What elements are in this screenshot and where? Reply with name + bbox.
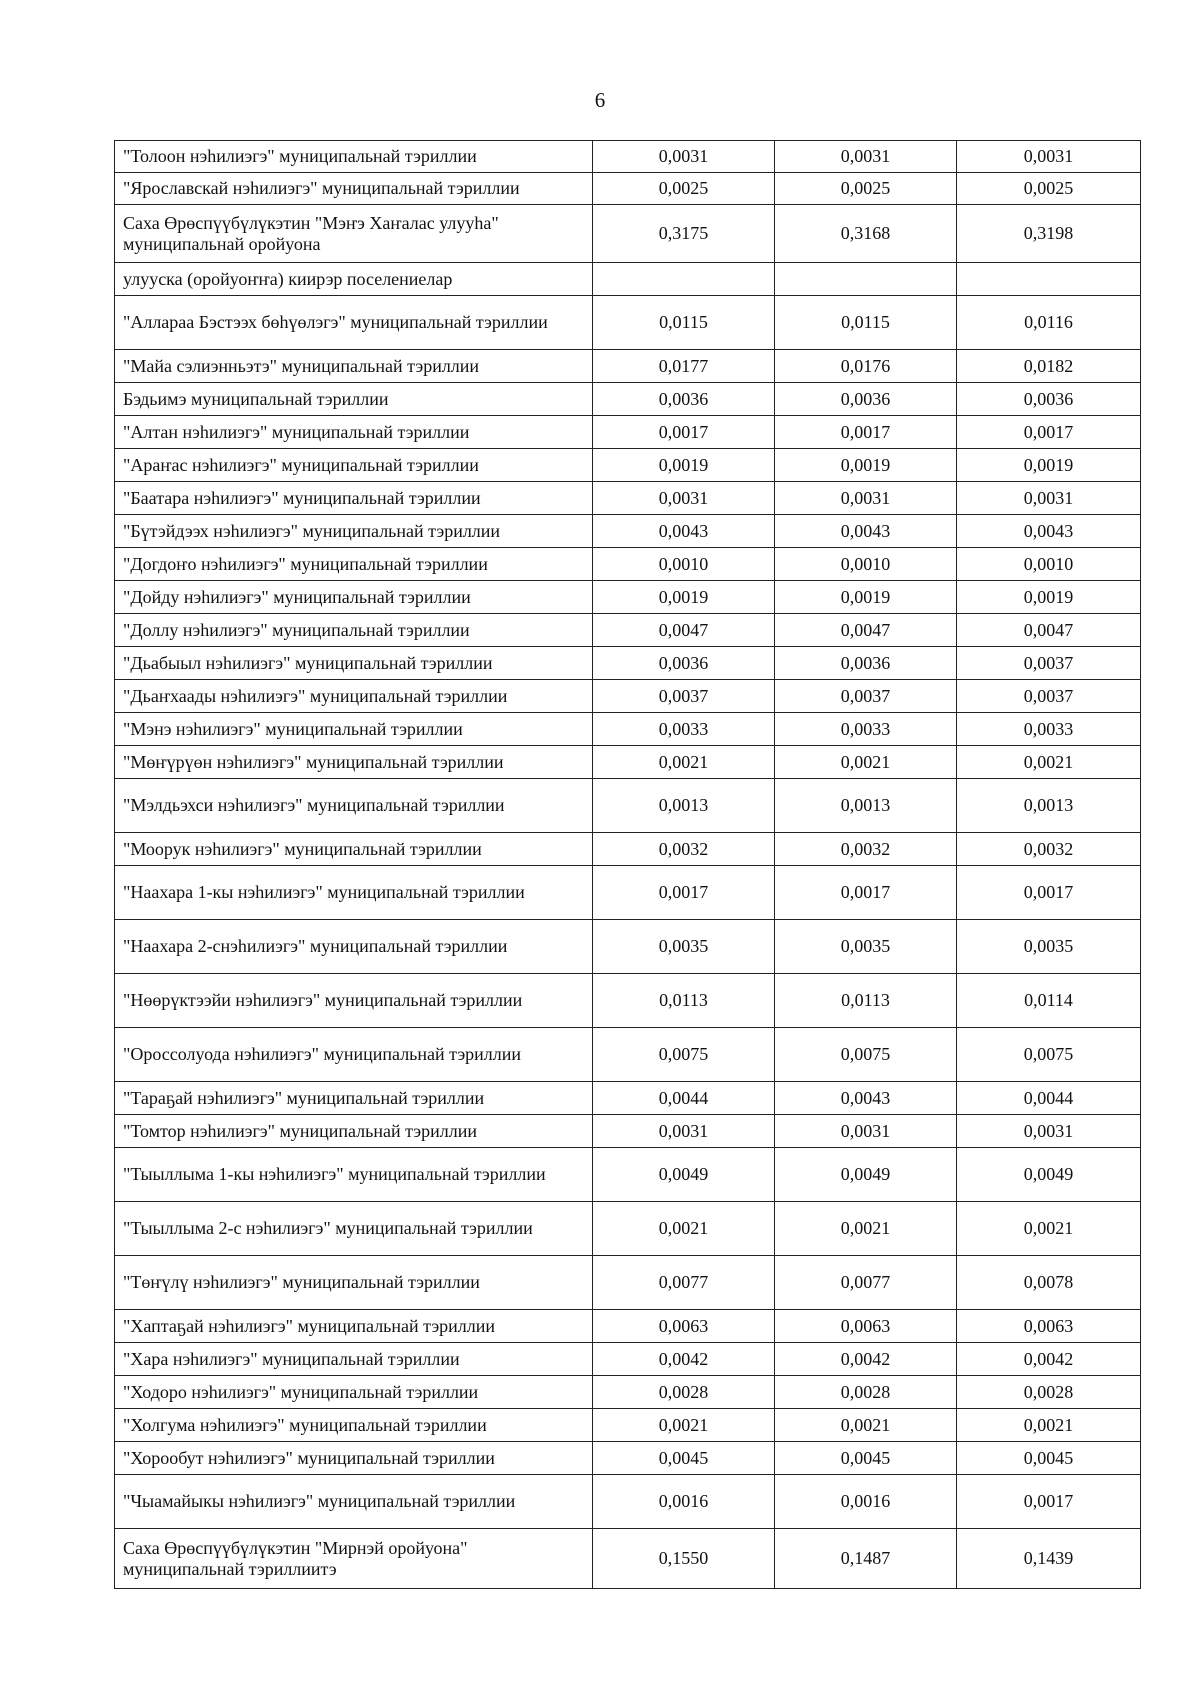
municipality-name-cell: "Төҥүлү нэhилиэгэ" муниципальнай тэриллии (115, 1256, 593, 1310)
value-cell-2: 0,0063 (775, 1310, 957, 1343)
table-row (115, 449, 1141, 482)
value-cell-3: 0,0017 (957, 866, 1141, 920)
table-row (115, 1202, 1141, 1256)
value-cell-1: 0,0049 (593, 1148, 775, 1202)
value-cell-1: 0,0077 (593, 1256, 775, 1310)
value-cell-3: 0,0010 (957, 548, 1141, 581)
value-cell-1: 0,0025 (593, 173, 775, 205)
value-cell-2: 0,0036 (775, 383, 957, 416)
value-cell-2: 0,0031 (775, 141, 957, 173)
value-cell-3: 0,0021 (957, 746, 1141, 779)
value-cell-2: 0,0017 (775, 866, 957, 920)
value-cell-3: 0,0031 (957, 141, 1141, 173)
value-cell-1: 0,0113 (593, 974, 775, 1028)
municipality-name-cell: "Араҥас нэhилиэгэ" муниципальнай тэриллии (115, 449, 593, 482)
value-cell-2: 0,0036 (775, 647, 957, 680)
value-cell-1: 0,0035 (593, 920, 775, 974)
municipality-name-cell: "Мэнэ нэhилиэгэ" муниципальнай тэриллии (115, 713, 593, 746)
value-cell-1: 0,0016 (593, 1475, 775, 1529)
value-cell-1: 0,0047 (593, 614, 775, 647)
table-row (115, 1082, 1141, 1115)
table-row (115, 647, 1141, 680)
value-cell-3: 0,0182 (957, 350, 1141, 383)
value-cell-1: 0,0063 (593, 1310, 775, 1343)
value-cell-3: 0,0042 (957, 1343, 1141, 1376)
value-cell-1: 0,0037 (593, 680, 775, 713)
municipality-name-cell: улууска (оройуоҥҥа) киирэр поселениелар (115, 263, 593, 296)
value-cell-2: 0,3168 (775, 205, 957, 263)
value-cell-1: 0,0044 (593, 1082, 775, 1115)
value-cell-2: 0,0031 (775, 482, 957, 515)
municipality-name-cell: "Баатара нэhилиэгэ" муниципальнай тэриллии (115, 482, 593, 515)
value-cell-2: 0,0115 (775, 296, 957, 350)
municipality-name-cell: "Тараҕай нэhилиэгэ" муниципальнай тэриллии (115, 1082, 593, 1115)
value-cell-3: 0,0033 (957, 713, 1141, 746)
table-body (115, 141, 1141, 1589)
table-row (115, 515, 1141, 548)
value-cell-1: 0,0031 (593, 482, 775, 515)
value-cell-3: 0,3198 (957, 205, 1141, 263)
value-cell-1: 0,0017 (593, 416, 775, 449)
value-cell-3: 0,0013 (957, 779, 1141, 833)
municipality-name-cell: "Хаптаҕай нэhилиэгэ" муниципальнай тэриллии (115, 1310, 593, 1343)
table-row (115, 1343, 1141, 1376)
value-cell-1: 0,0021 (593, 746, 775, 779)
value-cell-3: 0,0043 (957, 515, 1141, 548)
value-cell-2: 0,0021 (775, 1409, 957, 1442)
value-cell-1: 0,0017 (593, 866, 775, 920)
value-cell-1: 0,0036 (593, 383, 775, 416)
value-cell-2: 0,0013 (775, 779, 957, 833)
value-cell-2: 0,0113 (775, 974, 957, 1028)
value-cell-2: 0,0025 (775, 173, 957, 205)
value-cell-3: 0,0045 (957, 1442, 1141, 1475)
value-cell-3: 0,0049 (957, 1148, 1141, 1202)
value-cell-3: 0,0037 (957, 647, 1141, 680)
value-cell-3: 0,0037 (957, 680, 1141, 713)
table-row (115, 296, 1141, 350)
municipality-name-cell: "Бүтэйдээх нэhилиэгэ" муниципальнай тэриллии (115, 515, 593, 548)
value-cell-2: 0,0077 (775, 1256, 957, 1310)
value-cell-2: 0,0032 (775, 833, 957, 866)
value-cell-3: 0,0031 (957, 482, 1141, 515)
page-number: 6 (594, 88, 606, 112)
value-cell-2: 0,0176 (775, 350, 957, 383)
value-cell-3: 0,0114 (957, 974, 1141, 1028)
data-table (114, 140, 1141, 1589)
table-row (115, 1148, 1141, 1202)
municipality-name-cell: "Тыыллыма 2-с нэhилиэгэ" муниципальнай тэриллии (115, 1202, 593, 1256)
value-cell-2: 0,0035 (775, 920, 957, 974)
municipality-name-cell: "Дьаҥхаады нэhилиэгэ" муниципальнай тэриллии (115, 680, 593, 713)
value-cell-3: 0,0035 (957, 920, 1141, 974)
table-row (115, 779, 1141, 833)
value-cell-2: 0,0033 (775, 713, 957, 746)
value-cell-3 (957, 263, 1141, 296)
value-cell-1: 0,0115 (593, 296, 775, 350)
value-cell-3: 0,0075 (957, 1028, 1141, 1082)
table-row (115, 713, 1141, 746)
municipality-name-cell: "Доллу нэhилиэгэ" муниципальнай тэриллии (115, 614, 593, 647)
value-cell-3: 0,0032 (957, 833, 1141, 866)
municipality-name-cell: Саха Өрөспүүбүлүкэтин "Мэҥэ Хаҥалас улууhа" муниципальнай оройуона (115, 205, 593, 263)
table-row (115, 416, 1141, 449)
municipality-name-cell: "Холгума нэhилиэгэ" муниципальнай тэриллии (115, 1409, 593, 1442)
table-row (115, 1376, 1141, 1409)
municipality-name-cell: "Хара нэhилиэгэ" муниципальнай тэриллии (115, 1343, 593, 1376)
value-cell-2: 0,0021 (775, 1202, 957, 1256)
value-cell-2: 0,0043 (775, 1082, 957, 1115)
value-cell-3: 0,0021 (957, 1409, 1141, 1442)
table-row (115, 1409, 1141, 1442)
value-cell-1: 0,0031 (593, 1115, 775, 1148)
value-cell-3: 0,0047 (957, 614, 1141, 647)
value-cell-1: 0,0019 (593, 581, 775, 614)
value-cell-3: 0,0017 (957, 416, 1141, 449)
value-cell-2: 0,1487 (775, 1529, 957, 1589)
value-cell-1: 0,0021 (593, 1409, 775, 1442)
municipality-name-cell: "Майа сэлиэнньэтэ" муниципальнай тэриллии (115, 350, 593, 383)
value-cell-2 (775, 263, 957, 296)
value-cell-1: 0,0010 (593, 548, 775, 581)
value-cell-2: 0,0017 (775, 416, 957, 449)
table-row (115, 173, 1141, 205)
table-row (115, 1028, 1141, 1082)
municipality-name-cell: "Алтан нэhилиэгэ" муниципальнай тэриллии (115, 416, 593, 449)
value-cell-2: 0,0037 (775, 680, 957, 713)
value-cell-2: 0,0019 (775, 449, 957, 482)
value-cell-1 (593, 263, 775, 296)
value-cell-3: 0,1439 (957, 1529, 1141, 1589)
value-cell-2: 0,0016 (775, 1475, 957, 1529)
value-cell-1: 0,0032 (593, 833, 775, 866)
municipality-name-cell: "Хорообут нэhилиэгэ" муниципальнай тэриллии (115, 1442, 593, 1475)
value-cell-1: 0,0013 (593, 779, 775, 833)
municipality-name-cell: "Аллараа Бэстээх бөhүөлэгэ" муниципальнай тэриллии (115, 296, 593, 350)
value-cell-1: 0,0031 (593, 141, 775, 173)
table-row (115, 1475, 1141, 1529)
value-cell-1: 0,0042 (593, 1343, 775, 1376)
municipality-name-cell: "Ходоро нэhилиэгэ" муниципальнай тэриллии (115, 1376, 593, 1409)
table-row (115, 1115, 1141, 1148)
municipality-name-cell: "Ороссолуода нэhилиэгэ" муниципальнай тэриллии (115, 1028, 593, 1082)
municipality-name-cell: "Мөҥүрүөн нэhилиэгэ" муниципальнай тэриллии (115, 746, 593, 779)
table-row (115, 680, 1141, 713)
municipality-name-cell: "Томтор нэhилиэгэ" муниципальнай тэриллии (115, 1115, 593, 1148)
value-cell-3: 0,0017 (957, 1475, 1141, 1529)
municipality-name-cell: "Наахара 2-снэhилиэгэ" муниципальнай тэриллии (115, 920, 593, 974)
municipality-name-cell: Бэдьимэ муниципальнай тэриллии (115, 383, 593, 416)
table-row (115, 383, 1141, 416)
value-cell-2: 0,0010 (775, 548, 957, 581)
table-row (115, 205, 1141, 263)
value-cell-1: 0,0028 (593, 1376, 775, 1409)
table-row (115, 1310, 1141, 1343)
value-cell-3: 0,0028 (957, 1376, 1141, 1409)
table-row (115, 548, 1141, 581)
municipality-name-cell: "Мэлдьэхси нэhилиэгэ" муниципальнай тэриллии (115, 779, 593, 833)
value-cell-3: 0,0044 (957, 1082, 1141, 1115)
value-cell-3: 0,0019 (957, 581, 1141, 614)
value-cell-3: 0,0021 (957, 1202, 1141, 1256)
municipality-name-cell: Саха Өрөспүүбүлүкэтин "Мирнэй оройуона" муниципальнай тэриллиитэ (115, 1529, 593, 1589)
value-cell-2: 0,0045 (775, 1442, 957, 1475)
value-cell-1: 0,0177 (593, 350, 775, 383)
table-row (115, 833, 1141, 866)
table-row (115, 141, 1141, 173)
table-row (115, 581, 1141, 614)
value-cell-1: 0,0045 (593, 1442, 775, 1475)
value-cell-1: 0,0036 (593, 647, 775, 680)
municipality-name-cell: "Дьабыыл нэhилиэгэ" муниципальнай тэриллии (115, 647, 593, 680)
table-row (115, 866, 1141, 920)
municipality-name-cell: "Нөөрүктээйи нэhилиэгэ" муниципальнай тэриллии (115, 974, 593, 1028)
municipality-name-cell: "Тыыллыма 1-кы нэhилиэгэ" муниципальнай тэриллии (115, 1148, 593, 1202)
value-cell-1: 0,0033 (593, 713, 775, 746)
value-cell-2: 0,0043 (775, 515, 957, 548)
table-row (115, 350, 1141, 383)
value-cell-3: 0,0025 (957, 173, 1141, 205)
value-cell-2: 0,0028 (775, 1376, 957, 1409)
value-cell-3: 0,0063 (957, 1310, 1141, 1343)
table-row (115, 1442, 1141, 1475)
value-cell-1: 0,0019 (593, 449, 775, 482)
municipality-name-cell: "Моорук нэhилиэгэ" муниципальнай тэриллии (115, 833, 593, 866)
table-row (115, 920, 1141, 974)
value-cell-3: 0,0036 (957, 383, 1141, 416)
table-row (115, 1256, 1141, 1310)
value-cell-2: 0,0049 (775, 1148, 957, 1202)
value-cell-2: 0,0019 (775, 581, 957, 614)
value-cell-2: 0,0075 (775, 1028, 957, 1082)
table-row (115, 974, 1141, 1028)
municipality-name-cell: "Дойду нэhилиэгэ" муниципальнай тэриллии (115, 581, 593, 614)
value-cell-2: 0,0021 (775, 746, 957, 779)
value-cell-1: 0,0021 (593, 1202, 775, 1256)
value-cell-3: 0,0031 (957, 1115, 1141, 1148)
value-cell-1: 0,3175 (593, 205, 775, 263)
municipality-name-cell: "Ярославскай нэhилиэгэ" муниципальнай тэриллии (115, 173, 593, 205)
municipality-name-cell: "Чыамайыкы нэhилиэгэ" муниципальнай тэриллии (115, 1475, 593, 1529)
table-row (115, 263, 1141, 296)
municipality-name-cell: "Догдоҥо нэhилиэгэ" муниципальнай тэриллии (115, 548, 593, 581)
value-cell-2: 0,0042 (775, 1343, 957, 1376)
value-cell-2: 0,0047 (775, 614, 957, 647)
table-row (115, 746, 1141, 779)
value-cell-3: 0,0019 (957, 449, 1141, 482)
municipality-name-cell: "Наахара 1-кы нэhилиэгэ" муниципальнай тэриллии (115, 866, 593, 920)
value-cell-3: 0,0116 (957, 296, 1141, 350)
table-row (115, 482, 1141, 515)
table-row (115, 614, 1141, 647)
municipality-name-cell: "Толоон нэhилиэгэ" муниципальнай тэриллии (115, 141, 593, 173)
value-cell-3: 0,0078 (957, 1256, 1141, 1310)
value-cell-1: 0,0043 (593, 515, 775, 548)
value-cell-1: 0,0075 (593, 1028, 775, 1082)
table-row (115, 1529, 1141, 1589)
value-cell-2: 0,0031 (775, 1115, 957, 1148)
value-cell-1: 0,1550 (593, 1529, 775, 1589)
